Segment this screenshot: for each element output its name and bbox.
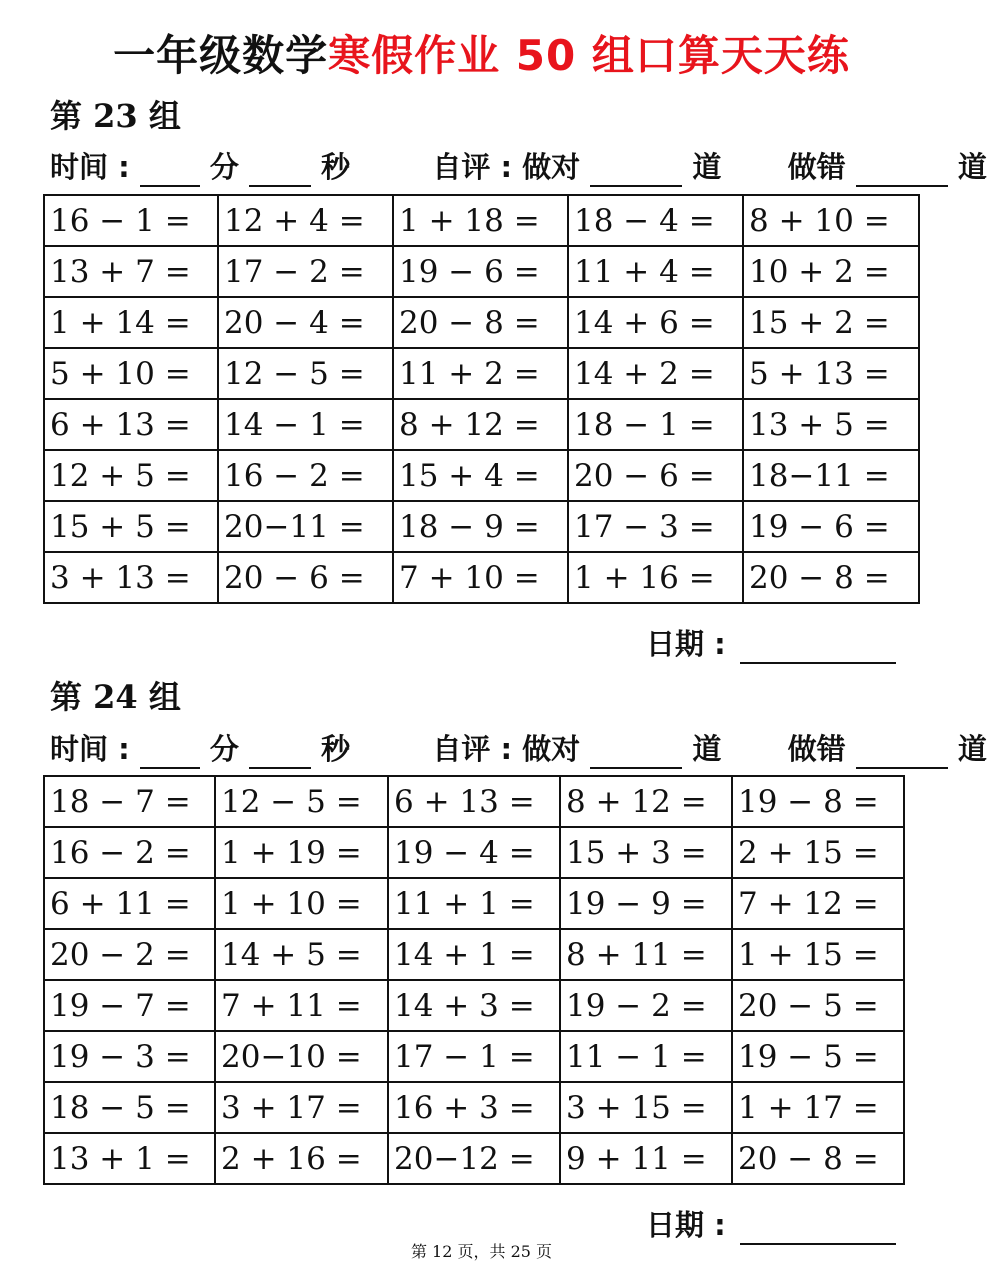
correct-blank xyxy=(590,737,682,769)
problem-cell: 3 + 17 = xyxy=(215,1082,388,1133)
table-row xyxy=(44,246,919,297)
problem-cell: 7 + 10 = xyxy=(393,552,568,603)
group-title: 第 24 组 xyxy=(50,678,181,716)
table-row xyxy=(44,878,904,929)
unit-label: 道 xyxy=(957,150,987,184)
problem-cell: 1 + 17 = xyxy=(732,1082,904,1133)
problem-cell: 12 − 5 = xyxy=(215,776,388,827)
problem-cell: 18 − 9 = xyxy=(393,501,568,552)
problem-table xyxy=(43,775,905,1185)
minute-blank xyxy=(140,737,200,769)
time-label: 时间 : xyxy=(50,732,130,766)
problem-cell: 8 + 10 = xyxy=(743,195,919,246)
problem-cell: 13 + 5 = xyxy=(743,399,919,450)
table-row xyxy=(44,929,904,980)
problem-cell: 18 − 4 = xyxy=(568,195,743,246)
second-blank xyxy=(249,737,311,769)
problem-cell: 9 + 11 = xyxy=(560,1133,732,1184)
title-black-part: 一年级数学 xyxy=(113,31,329,80)
problem-cell: 15 + 3 = xyxy=(560,827,732,878)
meta-line xyxy=(50,729,987,769)
unit-label: 道 xyxy=(957,732,987,766)
problem-cell: 18 − 5 = xyxy=(44,1082,215,1133)
problem-cell: 20 − 4 = xyxy=(218,297,393,348)
date-label: 日期 : xyxy=(646,627,726,661)
problem-cell: 14 + 1 = xyxy=(388,929,560,980)
date-label: 日期 : xyxy=(646,1208,726,1242)
problem-cell: 20 − 6 = xyxy=(218,552,393,603)
correct-blank xyxy=(590,155,682,187)
problem-cell: 19 − 6 = xyxy=(393,246,568,297)
problem-cell: 1 + 18 = xyxy=(393,195,568,246)
problem-cell: 15 + 5 = xyxy=(44,501,218,552)
problem-table xyxy=(43,194,920,604)
problem-cell: 19 − 4 = xyxy=(388,827,560,878)
minute-label: 分 xyxy=(209,150,239,184)
page-footer: 第 12 页，共 25 页 xyxy=(410,1242,553,1261)
problem-cell: 19 − 8 = xyxy=(732,776,904,827)
problem-cell: 16 − 2 = xyxy=(44,827,215,878)
self-eval-label: 自评 : 做对 xyxy=(432,150,581,184)
problem-cell: 17 − 2 = xyxy=(218,246,393,297)
problem-cell: 20 − 8 = xyxy=(743,552,919,603)
problem-cell: 12 + 4 = xyxy=(218,195,393,246)
table-row xyxy=(44,399,919,450)
problem-cell: 19 − 9 = xyxy=(560,878,732,929)
problem-cell: 19 − 7 = xyxy=(44,980,215,1031)
table-row xyxy=(44,450,919,501)
problem-cell: 5 + 13 = xyxy=(743,348,919,399)
problem-cell: 11 − 1 = xyxy=(560,1031,732,1082)
table-row xyxy=(44,552,919,603)
time-label: 时间 : xyxy=(50,150,130,184)
problem-cell: 8 + 12 = xyxy=(393,399,568,450)
unit-label: 道 xyxy=(692,150,722,184)
problem-cell: 11 + 1 = xyxy=(388,878,560,929)
problem-cell: 13 + 1 = xyxy=(44,1133,215,1184)
group-title: 第 23 组 xyxy=(50,97,181,135)
minute-blank xyxy=(140,155,200,187)
problem-cell: 16 − 2 = xyxy=(218,450,393,501)
problem-cell: 15 + 4 = xyxy=(393,450,568,501)
problem-cell: 1 + 15 = xyxy=(732,929,904,980)
problem-cell: 14 − 1 = xyxy=(218,399,393,450)
table-row xyxy=(44,827,904,878)
date-line xyxy=(646,1205,896,1245)
problem-cell: 17 − 1 = xyxy=(388,1031,560,1082)
title-red-part: 寒假作业 50 组口算天天练 xyxy=(328,31,850,80)
page-title xyxy=(0,28,963,84)
table-row xyxy=(44,1031,904,1082)
table-row xyxy=(44,501,919,552)
problem-cell: 17 − 3 = xyxy=(568,501,743,552)
table-row xyxy=(44,195,919,246)
problem-cell: 18 − 1 = xyxy=(568,399,743,450)
problem-cell: 18 − 7 = xyxy=(44,776,215,827)
second-label: 秒 xyxy=(321,732,351,766)
meta-line xyxy=(50,147,987,187)
problem-cell: 12 − 5 = xyxy=(218,348,393,399)
minute-label: 分 xyxy=(209,732,239,766)
problem-cell: 20 − 8 = xyxy=(393,297,568,348)
problem-cell: 20 − 2 = xyxy=(44,929,215,980)
problem-cell: 1 + 19 = xyxy=(215,827,388,878)
problem-cell: 13 + 7 = xyxy=(44,246,218,297)
problem-cell: 6 + 11 = xyxy=(44,878,215,929)
problem-cell: 6 + 13 = xyxy=(388,776,560,827)
problem-cell: 19 − 5 = xyxy=(732,1031,904,1082)
problem-cell: 20−11 = xyxy=(218,501,393,552)
wrong-label: 做错 xyxy=(787,732,846,766)
table-row xyxy=(44,980,904,1031)
self-eval-label: 自评 : 做对 xyxy=(432,732,581,766)
second-label: 秒 xyxy=(321,150,351,184)
wrong-blank xyxy=(856,155,948,187)
problem-cell: 14 + 5 = xyxy=(215,929,388,980)
problem-cell: 16 − 1 = xyxy=(44,195,218,246)
problem-cell: 2 + 15 = xyxy=(732,827,904,878)
problem-cell: 3 + 15 = xyxy=(560,1082,732,1133)
problem-cell: 10 + 2 = xyxy=(743,246,919,297)
problem-cell: 1 + 10 = xyxy=(215,878,388,929)
problem-cell: 1 + 16 = xyxy=(568,552,743,603)
wrong-blank xyxy=(856,737,948,769)
problem-cell: 20 − 8 = xyxy=(732,1133,904,1184)
problem-cell: 11 + 4 = xyxy=(568,246,743,297)
wrong-label: 做错 xyxy=(787,150,846,184)
problem-cell: 5 + 10 = xyxy=(44,348,218,399)
table-row xyxy=(44,297,919,348)
unit-label: 道 xyxy=(692,732,722,766)
problem-cell: 19 − 3 = xyxy=(44,1031,215,1082)
table-row xyxy=(44,348,919,399)
date-blank xyxy=(740,632,896,664)
table-row xyxy=(44,1082,904,1133)
problem-cell: 19 − 2 = xyxy=(560,980,732,1031)
problem-cell: 7 + 11 = xyxy=(215,980,388,1031)
problem-cell: 12 + 5 = xyxy=(44,450,218,501)
second-blank xyxy=(249,155,311,187)
problem-cell: 7 + 12 = xyxy=(732,878,904,929)
problem-cell: 14 + 6 = xyxy=(568,297,743,348)
problem-cell: 3 + 13 = xyxy=(44,552,218,603)
problem-cell: 8 + 12 = xyxy=(560,776,732,827)
table-row xyxy=(44,776,904,827)
problem-cell: 14 + 2 = xyxy=(568,348,743,399)
problem-cell: 20 − 5 = xyxy=(732,980,904,1031)
problem-cell: 11 + 2 = xyxy=(393,348,568,399)
problem-cell: 1 + 14 = xyxy=(44,297,218,348)
problem-cell: 20−10 = xyxy=(215,1031,388,1082)
problem-cell: 15 + 2 = xyxy=(743,297,919,348)
problem-cell: 20 − 6 = xyxy=(568,450,743,501)
problem-cell: 2 + 16 = xyxy=(215,1133,388,1184)
problem-cell: 8 + 11 = xyxy=(560,929,732,980)
problem-cell: 20−12 = xyxy=(388,1133,560,1184)
table-row xyxy=(44,1133,904,1184)
problem-cell: 14 + 3 = xyxy=(388,980,560,1031)
date-line xyxy=(646,624,896,664)
problem-cell: 19 − 6 = xyxy=(743,501,919,552)
problem-cell: 18−11 = xyxy=(743,450,919,501)
problem-cell: 16 + 3 = xyxy=(388,1082,560,1133)
problem-cell: 6 + 13 = xyxy=(44,399,218,450)
